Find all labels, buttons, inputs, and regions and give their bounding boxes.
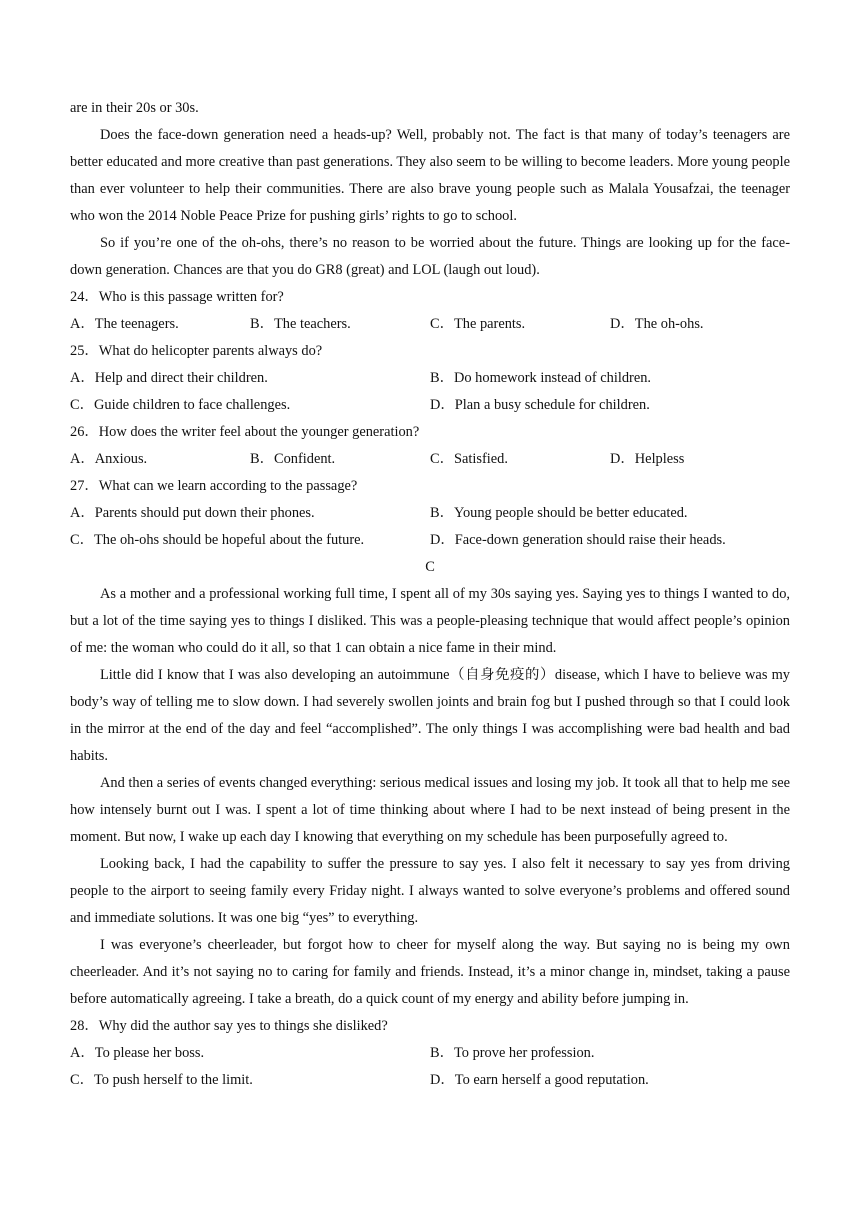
- option-c: C．The oh-ohs should be hopeful about the future.: [70, 532, 365, 548]
- question-28-options: [70, 1040, 790, 1067]
- passage-c-paragraph: Looking back, I had the capability to suffer the pressure to say yes. I also felt it necessary to say yes from driving people to the airport to seeing family every Friday night. I always wanted to solve everyone’s problems and offered sound and immediate solutions. It was one big “yes” to everything.: [70, 856, 790, 926]
- option-b: B．Young people should be better educated.: [430, 505, 688, 521]
- option-d: D．Helpless: [610, 451, 685, 467]
- option-a: A．The teenagers.: [70, 316, 179, 332]
- option-b: B．The teachers.: [250, 316, 351, 332]
- passage-c-heading: C: [425, 559, 435, 575]
- option-d: D．The oh-ohs.: [610, 316, 704, 332]
- question-28-options: [70, 1067, 790, 1094]
- option-b: B．Confident.: [250, 451, 336, 467]
- passage-c-paragraph: And then a series of events changed everything: serious medical issues and losing my job. It took all that to help me see how intensely burnt out I was. I spent a lot of time thinking about where I had to be next instead of being present in the moment. But now, I wake up each day I knowing that everything on my schedule has been purposefully agreed to.: [70, 775, 790, 845]
- question-28-stem: 28．Why did the author say yes to things she disliked?: [70, 1018, 388, 1034]
- option-c: C．To push herself to the limit.: [70, 1072, 253, 1088]
- option-a: A．Parents should put down their phones.: [70, 505, 315, 521]
- question-27-stem: 27．What can we learn according to the passage?: [70, 478, 358, 494]
- question-26-options: [70, 446, 790, 473]
- question-25-options: [70, 392, 790, 419]
- option-c: C．Guide children to face challenges.: [70, 397, 291, 413]
- passage-b-paragraph: Does the face-down generation need a heads-up? Well, probably not. The fact is that many of today’s teenagers are better educated and more creative than past generations. They also seem to be willing to become leaders. More young people than ever volunteer to help their communities. There are also brave young people such as Malala Yousafzai, the teenager who won the 2014 Noble Peace Prize for pushing girls’ rights to go to school.: [70, 127, 790, 224]
- option-c: C．Satisfied.: [430, 451, 508, 467]
- passage-c-paragraph: As a mother and a professional working full time, I spent all of my 30s saying yes. Saying yes to things I wanted to do, but a lot of the time saying yes to things I disliked. This was a people-pleasing technique that would affect people’s opinion of me: the woman who could do it all, so that 1 can obtain a nice fame in their mind.: [70, 586, 790, 656]
- passage-b-continuation: are in their 20s or 30s.: [70, 100, 199, 116]
- option-d: D．Plan a busy schedule for children.: [430, 397, 650, 413]
- question-27-options: [70, 527, 790, 554]
- option-a: A．To please her boss.: [70, 1045, 205, 1061]
- question-24-stem: 24．Who is this passage written for?: [70, 289, 284, 305]
- option-d: D．Face-down generation should raise their heads.: [430, 532, 726, 548]
- passage-c-paragraph: I was everyone’s cheerleader, but forgot how to cheer for myself along the way. But saying no is being my own cheerleader. And it’s not saying no to caring for family and friends. Instead, it’s a minor change in, mindset, taking a pause before automatically agreeing. I take a breath, do a quick count of my energy and ability before jumping in.: [70, 937, 790, 1007]
- option-b: B．To prove her profession.: [430, 1045, 595, 1061]
- option-d: D．To earn herself a good reputation.: [430, 1072, 649, 1088]
- option-a: A．Help and direct their children.: [70, 370, 268, 386]
- question-24-options: [70, 311, 790, 338]
- passage-c-paragraph: Little did I know that I was also developing an autoimmune（自身免疫的）disease, which I have to believe was my body’s way of telling me to slow down. I had severely swollen joints and brain fog but I pushed through so that I could look in the mirror at the end of the day and feel “accomplished”. The only things I was accomplishing were bad health and bad habits.: [70, 667, 790, 764]
- option-a: A．Anxious.: [70, 451, 148, 467]
- question-25-options: [70, 365, 790, 392]
- question-25-stem: 25．What do helicopter parents always do?: [70, 343, 323, 359]
- option-b: B．Do homework instead of children.: [430, 370, 652, 386]
- passage-b-paragraph: So if you’re one of the oh-ohs, there’s no reason to be worried about the future. Things are looking up for the face-down generation. Chances are that you do GR8 (great) and LOL (laugh out loud).: [70, 235, 790, 278]
- option-c: C．The parents.: [430, 316, 526, 332]
- question-27-options: [70, 500, 790, 527]
- question-26-stem: 26．How does the writer feel about the younger generation?: [70, 424, 420, 440]
